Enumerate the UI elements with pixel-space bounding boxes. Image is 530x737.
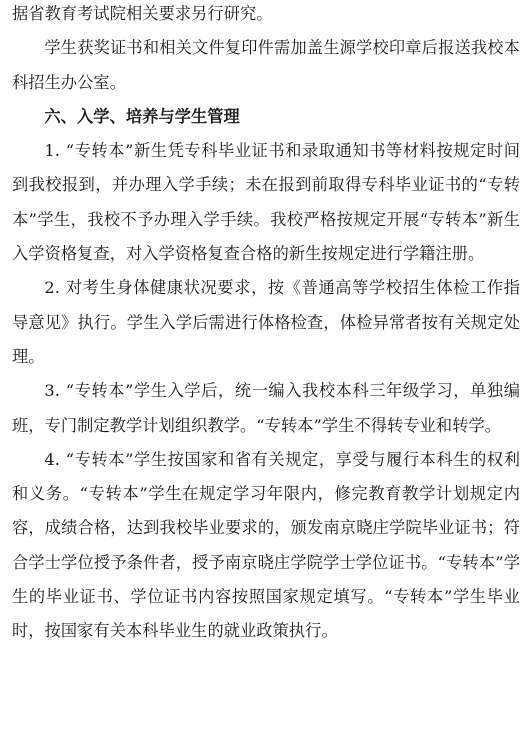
section-heading: 六、入学、培养与学生管理 xyxy=(44,106,240,126)
paragraph-item-1: 1. “专转本”新生凭专科毕业证书和录取通知书等材料按规定时间到我校报到，并办理入学手续；未在报到前取得专科毕业证书的“专转本”学生，我校不予办理入学手续。我校严格按规定开展“专转本”新生入学资格复查，对入学资格复查合格的新生按规定进行学籍注册。 xyxy=(12,141,520,264)
paragraph-certificates: 学生获奖证书和相关文件复印件需加盖生源学校印章后报送我校本科招生办公室。 xyxy=(12,38,520,92)
paragraph-item-4: 4. “专转本”学生按国家和省有关规定，享受与履行本科生的权利和义务。“专转本”学生在规定学习年限内，修完教育教学计划规定内容，成绩合格，达到我校毕业要求的，颁发南京晓庄学院毕业证书；符合学士学位授予条件者，授予南京晓庄学院学士学位证书。“专转本”学生的毕业证书、学位证书内容按照国家规定填写。“专转本”学生毕业时，按国家有关本科毕业生的就业政策执行。 xyxy=(12,449,520,641)
paragraph-item-2: 2. 对考生身体健康状况要求，按《普通高等学校招生体检工作指导意见》执行。学生入学后需进行体格检查，体检异常者按有关规定处理。 xyxy=(12,278,520,366)
paragraph-continuation: 据省教育考试院相关要求另行研究。 xyxy=(12,4,273,23)
paragraph-item-3: 3. “专转本”学生入学后，统一编入我校本科三年级学习，单独编班，专门制定教学计划组织教学。“专转本”学生不得转专业和转学。 xyxy=(12,381,520,435)
